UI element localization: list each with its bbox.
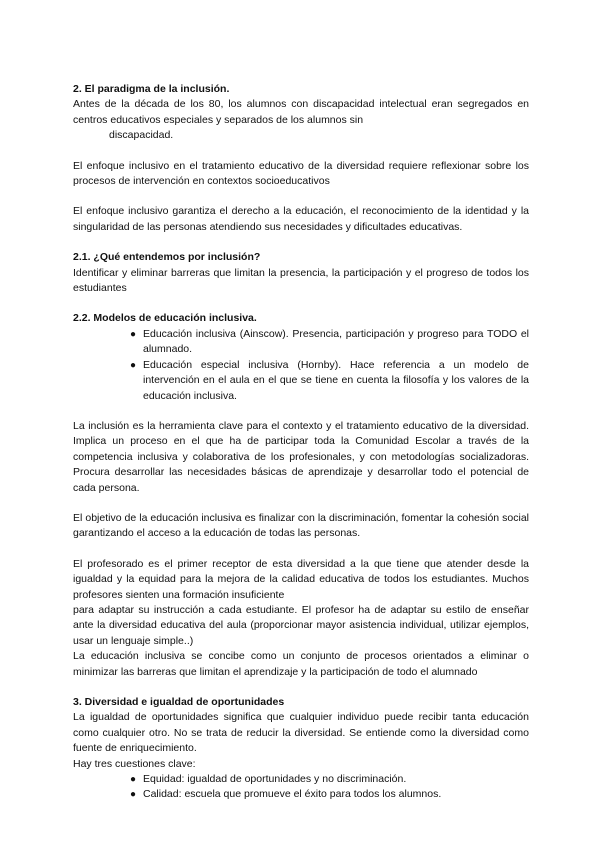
paragraph: La educación inclusiva se concibe como un conjunto de procesos orientados a eliminar o minimizar las barreras que limitan el aprendizaje y la participación de todo el alumnado	[73, 650, 529, 678]
bullet-icon: ●	[130, 789, 137, 801]
bullet-icon: ●	[130, 359, 137, 371]
list-item-text: Educación inclusiva (Ainscow). Presencia, participación y progreso para TODO el alumnado.	[143, 327, 529, 356]
section-2-1-heading: 2.1. ¿Qué entendemos por inclusión?	[73, 251, 261, 264]
paragraph: El enfoque inclusivo garantiza el derecho a la educación, el reconocimiento de la identidad y la singularidad de las personas atendiendo sus necesidades y dificultades educativas.	[73, 205, 529, 233]
paragraph: Identificar y eliminar barreras que limitan la presencia, la participación y el progreso de todos los estudiantes	[73, 266, 529, 295]
section-2-2-heading: 2.2. Modelos de educación inclusiva.	[73, 312, 257, 325]
paragraph: La igualdad de oportunidades significa que cualquier individuo puede recibir tanta educación como cualquier otro. No se trata de reducir la diversidad. Se entiende como la diversidad como fuente de enriquecimiento.	[73, 711, 529, 755]
bullet-icon: ●	[130, 328, 137, 340]
models-list	[73, 327, 529, 404]
list-item	[73, 772, 529, 787]
paragraph: El objetivo de la educación inclusiva es finalizar con la discriminación, fomentar la cohesión social garantizando el acceso a la educación de todas las personas.	[73, 511, 529, 540]
paragraph: para adaptar su instrucción a cada estudiante. El profesor ha de adaptar su estilo de enseñar ante la diversidad educativa del aula (proporcionar mayor asistencia individual, utilizar ejemplos, usar un lenguaje simple..)	[73, 603, 529, 647]
paragraph: El profesorado es el primer receptor de esta diversidad a la que tiene que atender desde la igualdad y la equidad para la mejora de la calidad educativa de todos los estudiantes. Muchos profesores sienten una formación insuficiente	[73, 557, 529, 601]
bullet-icon: ●	[130, 774, 137, 786]
paragraph-continuation: discapacidad.	[109, 129, 174, 142]
paragraph: La inclusión es la herramienta clave para el contexto y el tratamiento educativo de la diversidad. Implica un proceso en el que ha de participar toda la Comunidad Escolar a través de la competencia inclusiva y colaborativa de los profesionales, y con metodologías socializadoras. Procura desarrollar las necesidades básicas de aprendizaje y desarrollar todo el potencial de cada persona.	[73, 419, 529, 494]
section-2-heading: 2. El paradigma de la inclusión.	[73, 83, 230, 95]
paragraph: Hay tres cuestiones clave:	[73, 757, 196, 770]
paragraph: Antes de la década de los 80, los alumnos con discapacidad intelectual eran segregados en centros educativos especiales y separados de los alumnos sin	[73, 98, 529, 126]
list-item-text: Calidad: escuela que promueve el éxito para todos los alumnos.	[143, 788, 442, 801]
paragraph: El enfoque inclusivo en el tratamiento educativo de la diversidad requiere reflexionar sobre los procesos de intervención en contextos socioeducativos	[73, 159, 529, 188]
list-item-text: Educación especial inclusiva (Hornby). Hace referencia a un modelo de intervención en el aula en el que se tiene en cuenta la filosofía y los valores de la educación inclusiva.	[143, 358, 529, 402]
list-item	[73, 358, 529, 404]
list-item	[73, 787, 529, 802]
list-item	[73, 327, 529, 358]
section-3-heading: 3. Diversidad e igualdad de oportunidades	[73, 696, 285, 708]
list-item-text: Equidad: igualdad de oportunidades y no discriminación.	[143, 773, 407, 786]
document-page	[73, 82, 529, 803]
key-issues-list	[73, 772, 529, 803]
